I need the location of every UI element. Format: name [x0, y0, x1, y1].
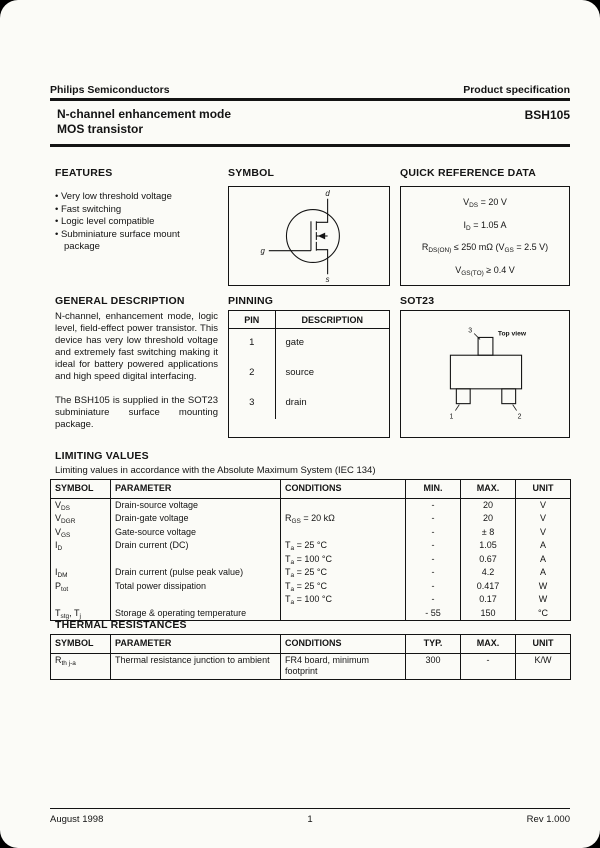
- sot23-package-drawing: [401, 311, 569, 437]
- column-header: SYMBOL: [51, 635, 111, 654]
- table-cell: -: [406, 526, 461, 540]
- table-cell: gate: [275, 329, 389, 360]
- pin1-label: 1: [449, 413, 454, 421]
- table-cell: -: [406, 512, 461, 526]
- table-cell: V: [516, 526, 571, 540]
- table-cell: 4.2: [461, 566, 516, 580]
- table-cell: ± 8: [461, 526, 516, 540]
- table-cell: $P_{tot}$: [51, 580, 111, 594]
- pinning-heading: PINNING: [228, 295, 274, 307]
- table-cell: °C: [516, 607, 571, 621]
- table-cell: W: [516, 580, 571, 594]
- table-cell: $V_{DGR}$: [51, 512, 111, 526]
- device-title-line2: MOS transistor: [57, 122, 144, 136]
- quick-reference-rows: [401, 187, 569, 285]
- header-rule: [50, 98, 570, 101]
- table-cell: $T_{stg}$, $T_j$: [51, 607, 111, 621]
- drain-terminal-label: d: [325, 188, 330, 198]
- table-cell: Thermal resistance junction to ambient: [111, 653, 281, 679]
- table-cell: -: [406, 539, 461, 553]
- table-cell: Gate-source voltage: [111, 526, 281, 540]
- top-view-label: Top view: [497, 330, 527, 338]
- table-cell: $T_a = 25$ °C: [281, 580, 406, 594]
- table-cell: $T_a = 25$ °C: [281, 539, 406, 553]
- table-cell: -: [406, 553, 461, 567]
- table-cell: 20: [461, 498, 516, 512]
- device-title-line1: N-channel enhancement mode: [57, 107, 232, 121]
- quick-reference-row: $R_{DS(ON)} \le 250$ mΩ ($V_{GS} = 2.5$ V): [421, 242, 549, 255]
- table-cell: FR4 board, minimum footprint: [281, 653, 406, 679]
- body-arrow-icon: [318, 233, 325, 240]
- pin2-label: 2: [517, 413, 522, 421]
- column-header: CONDITIONS: [281, 635, 406, 654]
- table-cell: V: [516, 512, 571, 526]
- table-cell: $V_{GS}$: [51, 526, 111, 540]
- table-cell: -: [406, 566, 461, 580]
- limiting-values-heading: LIMITING VALUES: [55, 450, 149, 462]
- device-title: [50, 107, 231, 137]
- package-heading: SOT23: [400, 295, 435, 307]
- column-header: MAX.: [461, 635, 516, 654]
- table-cell: A: [516, 553, 571, 567]
- sot23-outline: [450, 333, 521, 410]
- footer-rule: [50, 808, 570, 809]
- mosfet-symbol-drawing: [229, 187, 389, 285]
- pin3-label: 3: [468, 327, 473, 335]
- feature-item: • Subminiature surface mount package: [55, 229, 218, 254]
- table-cell: [281, 498, 406, 512]
- table-row: [51, 553, 571, 567]
- table-row: [51, 593, 571, 607]
- thermal-resistances-table: [50, 634, 571, 680]
- table-cell: A: [516, 539, 571, 553]
- table-row: [229, 389, 389, 419]
- pinning-box: [228, 310, 390, 438]
- table-cell: - 55: [406, 607, 461, 621]
- source-terminal-label: s: [325, 275, 330, 285]
- publisher-name: Philips Semiconductors: [50, 84, 170, 96]
- table-cell: [111, 593, 281, 607]
- footer-date: August 1998: [50, 814, 104, 825]
- table-cell: $R_{GS} = 20$ kΩ: [281, 512, 406, 526]
- table-cell: $R_{th j-a}$: [51, 653, 111, 679]
- table-row: [51, 653, 571, 679]
- table-row: [51, 566, 571, 580]
- table-cell: Total power dissipation: [111, 580, 281, 594]
- quick-reference-row: $V_{DS} = 20$ V: [463, 197, 507, 210]
- table-cell: [111, 553, 281, 567]
- column-header: UNIT: [516, 480, 571, 499]
- pinning-table: [229, 311, 389, 419]
- quick-reference-row: $V_{GS(TO)} \ge 0.4$ V: [455, 264, 515, 277]
- description-paragraph: N-channel, enhancement mode, logic level, field-effect power transistor. This device has very low threshold voltage and extremely fast switching making it ideal for battery powered applications and high speed digital interfacing.: [55, 311, 218, 382]
- table-cell: -: [461, 653, 516, 679]
- table-cell: -: [406, 580, 461, 594]
- table-cell: Drain-gate voltage: [111, 512, 281, 526]
- feature-item: • Logic level compatible: [55, 216, 218, 229]
- title-block: [50, 107, 570, 137]
- column-header: MIN.: [406, 480, 461, 499]
- table-cell: 1.05: [461, 539, 516, 553]
- table-cell: -: [406, 593, 461, 607]
- document-header: [50, 84, 570, 96]
- quick-reference-heading: QUICK REFERENCE DATA: [400, 167, 537, 179]
- table-cell: [281, 607, 406, 621]
- quick-reference-box: [400, 186, 570, 286]
- table-cell: $T_a = 100$ °C: [281, 553, 406, 567]
- table-cell: source: [275, 359, 389, 389]
- table-cell: Drain current (DC): [111, 539, 281, 553]
- limiting-values-table: [50, 479, 571, 621]
- mosfet-symbol-lines: [269, 199, 340, 274]
- general-description-heading: GENERAL DESCRIPTION: [55, 295, 185, 307]
- table-header-row: [229, 311, 389, 329]
- table-cell: 0.17: [461, 593, 516, 607]
- table-cell: $T_a = 25$ °C: [281, 566, 406, 580]
- thermal-resistances-heading: THERMAL RESISTANCES: [55, 619, 187, 631]
- column-header: MAX.: [461, 480, 516, 499]
- table-cell: 20: [461, 512, 516, 526]
- table-cell: 3: [249, 397, 255, 408]
- title-rule: [50, 144, 570, 147]
- part-number: BSH105: [524, 108, 570, 122]
- table-cell: $T_a = 100$ °C: [281, 593, 406, 607]
- symbol-box: [228, 186, 390, 286]
- limiting-values-note: Limiting values in accordance with the Absolute Maximum System (IEC 134): [55, 465, 376, 476]
- symbol-heading: SYMBOL: [228, 167, 275, 179]
- footer-revision: Rev 1.000: [526, 814, 570, 825]
- table-cell: Storage & operating temperature: [111, 607, 281, 621]
- description-paragraph: The BSH105 is supplied in the SOT23 subminiature surface mounting package.: [55, 395, 218, 430]
- gate-terminal-label: g: [260, 246, 265, 256]
- table-cell: 150: [461, 607, 516, 621]
- table-row: [51, 512, 571, 526]
- table-cell: 0.67: [461, 553, 516, 567]
- features-list: [55, 191, 218, 254]
- table-cell: $I_{DM}$: [51, 566, 111, 580]
- table-cell: 2: [249, 367, 255, 378]
- column-header: CONDITIONS: [281, 480, 406, 499]
- table-cell: 300: [406, 653, 461, 679]
- table-row: [51, 498, 571, 512]
- table-cell: 0.417: [461, 580, 516, 594]
- table-cell: drain: [275, 389, 389, 419]
- package-box: [400, 310, 570, 438]
- table-cell: K/W: [516, 653, 571, 679]
- column-header: TYP.: [406, 635, 461, 654]
- table-cell: V: [516, 498, 571, 512]
- column-header: PIN: [229, 311, 275, 329]
- table-row: [229, 329, 389, 360]
- column-header: PARAMETER: [111, 480, 281, 499]
- column-header: UNIT: [516, 635, 571, 654]
- column-header: SYMBOL: [51, 480, 111, 499]
- table-cell: $I_D$: [51, 539, 111, 553]
- quick-reference-row: $I_D = 1.05$ A: [463, 219, 507, 232]
- table-cell: Drain current (pulse peak value): [111, 566, 281, 580]
- table-cell: [281, 526, 406, 540]
- table-cell: [51, 593, 111, 607]
- table-row: [51, 580, 571, 594]
- feature-item: • Very low threshold voltage: [55, 191, 218, 204]
- table-cell: $V_{DS}$: [51, 498, 111, 512]
- table-header-row: [51, 480, 571, 499]
- table-row: [229, 359, 389, 389]
- footer-page-number: 1: [307, 814, 313, 825]
- table-row: [51, 539, 571, 553]
- spec-type-label: Product specification: [463, 84, 570, 96]
- table-cell: W: [516, 593, 571, 607]
- table-cell: -: [406, 498, 461, 512]
- table-cell: 1: [249, 337, 255, 348]
- column-header: PARAMETER: [111, 635, 281, 654]
- table-cell: A: [516, 566, 571, 580]
- table-row: [51, 526, 571, 540]
- features-heading: FEATURES: [55, 167, 113, 179]
- feature-item: • Fast switching: [55, 204, 218, 217]
- column-header: DESCRIPTION: [275, 311, 389, 329]
- table-header-row: [51, 635, 571, 654]
- page-footer: [50, 814, 570, 825]
- table-cell: Drain-source voltage: [111, 498, 281, 512]
- table-cell: [51, 553, 111, 567]
- general-description-text: [55, 311, 218, 443]
